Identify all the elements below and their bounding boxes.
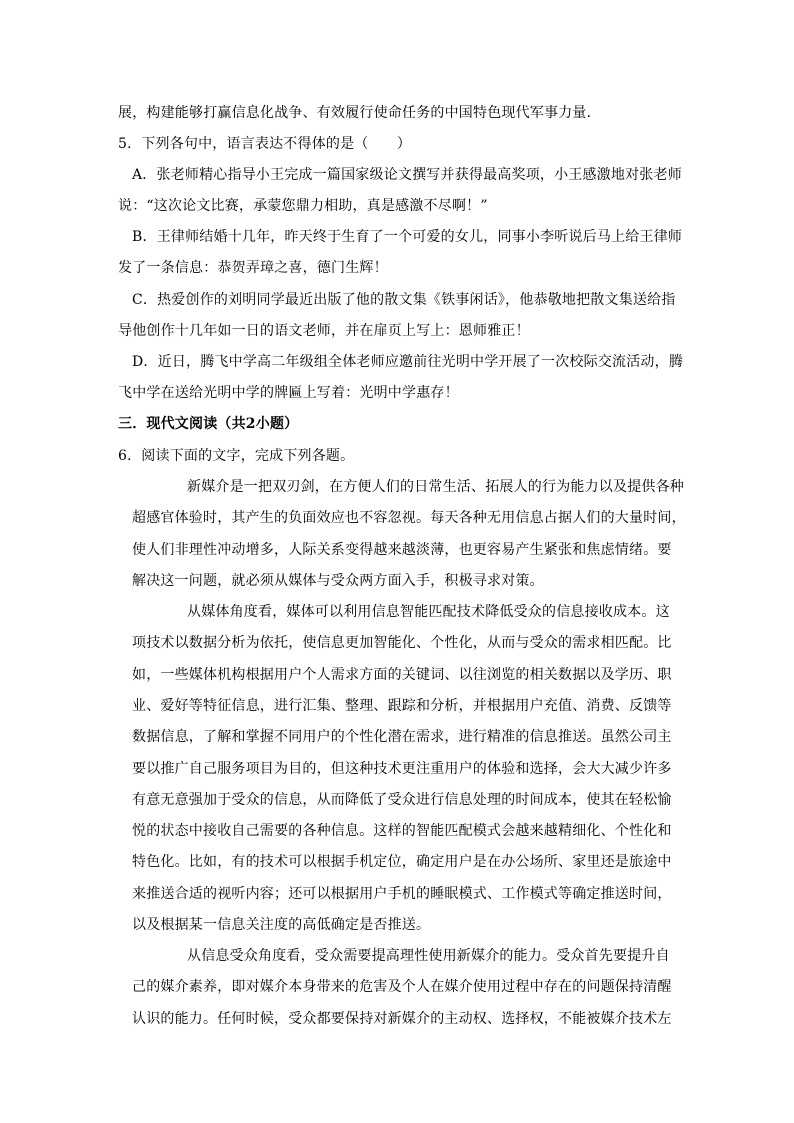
option-c-line: 导他创作十几年如一日的语文老师，并在扉页上写上：恩师雅正！ xyxy=(118,323,530,339)
question-6-stem: 6．阅读下面的文字，完成下列各题。 xyxy=(118,448,355,464)
passage-line: 要以推广自己服务项目为目的，但这种技术更注重用户的体验和选择，会大大减少许多 xyxy=(132,761,672,777)
option-a-line: A．张老师精心指导小王完成一篇国家级论文撰写并获得最高奖项，小王感激地对张老师 xyxy=(132,167,682,183)
passage-line: 从信息受众角度看，受众需要提高理性使用新媒介的能力。受众首先要提升自 xyxy=(187,948,670,964)
passage-line: 从媒体角度看，媒体可以利用信息智能匹配技术降低受众的信息接收成本。这 xyxy=(187,604,670,620)
passage-line: 来推送合适的视听内容；还可以根据用户手机的睡眠模式、工作模式等确定推送时间， xyxy=(132,886,672,902)
passage-line: 数据信息，了解和掌握不同用户的个性化潜在需求，进行精准的信息推送。虽然公司主 xyxy=(132,729,672,745)
passage-line: 认识的能力。任何时候，受众都要保持对新媒介的主动权、选择权，不能被媒介技术左 xyxy=(132,1011,672,1027)
question-5-stem: 5．下列各句中，语言表达不得体的是（ ） xyxy=(118,136,412,152)
passage-line: 超感官体验时，其产生的负面效应也不容忽视。每天各种无用信息占据人们的大量时间， xyxy=(132,510,686,526)
passage-line: 项技术以数据分析为依托，使信息更加智能化、个性化，从而与受众的需求相匹配。比 xyxy=(132,635,672,651)
passage-line: 特色化。比如，有的技术可以根据手机定位，确定用户是在办公场所、家里还是旅途中 xyxy=(132,854,672,870)
passage-line: 使人们非理性冲动增多，人际关系变得越来越淡薄，也更容易产生紧张和焦虑情绪。要 xyxy=(132,542,672,558)
passage-line: 己的媒介素养，即对媒介本身带来的危害及个人在媒介使用过程中存在的问题保持清醒 xyxy=(132,979,672,995)
option-a-line: 说：“这次论文比赛，承蒙您鼎力相助，真是感激不尽啊！” xyxy=(118,198,488,214)
passage-line: 以及根据某一信息关注度的高低确定是否推送。 xyxy=(132,917,431,933)
option-d-line: D．近日，腾飞中学高二年级组全体老师应邀前往光明中学开展了一次校际交流活动，腾 xyxy=(132,354,684,370)
passage-line: 悦的状态中接收自己需要的各种信息。这样的智能匹配模式会越来越精细化、个性化和 xyxy=(132,823,672,839)
passage-line: 有意无意强加于受众的信息，从而降低了受众进行信息处理的时间成本，使其在轻松愉 xyxy=(132,792,672,808)
option-b-line: 发了一条信息：恭贺弄璋之喜，德门生辉！ xyxy=(118,260,388,276)
passage-line: 业、爱好等特征信息，进行汇集、整理、跟踪和分析，并根据用户充值、消费、反馈等 xyxy=(132,698,672,714)
option-b-line: B．王律师结婚十几年，昨天终于生育了一个可爱的女儿，同事小李听说后马上给王律师 xyxy=(132,229,683,245)
passage-line: 如，一些媒体机构根据用户个人需求方面的关键词、以往浏览的相关数据以及学历、职 xyxy=(132,667,672,683)
passage-line: 新媒介是一把双刃剑，在方便人们的日常生活、拓展人的行为能力以及提供各种 xyxy=(187,479,684,495)
passage-line: 解决这一问题，就必须从媒体与受众两方面入手，积极寻求对策。 xyxy=(132,573,544,589)
section-heading: 三．现代文阅读（共2小题） xyxy=(118,416,299,432)
option-d-line: 飞中学在送给光明中学的牌匾上写着：光明中学惠存！ xyxy=(118,385,459,401)
option-c-line: C．热爱创作的刘明同学最近出版了他的散文集《铁事闲话》，他恭敬地把散文集送给指 xyxy=(132,292,676,308)
text-line: 展，构建能够打赢信息化战争、有效履行使命任务的中国特色现代军事力量． xyxy=(118,105,601,121)
